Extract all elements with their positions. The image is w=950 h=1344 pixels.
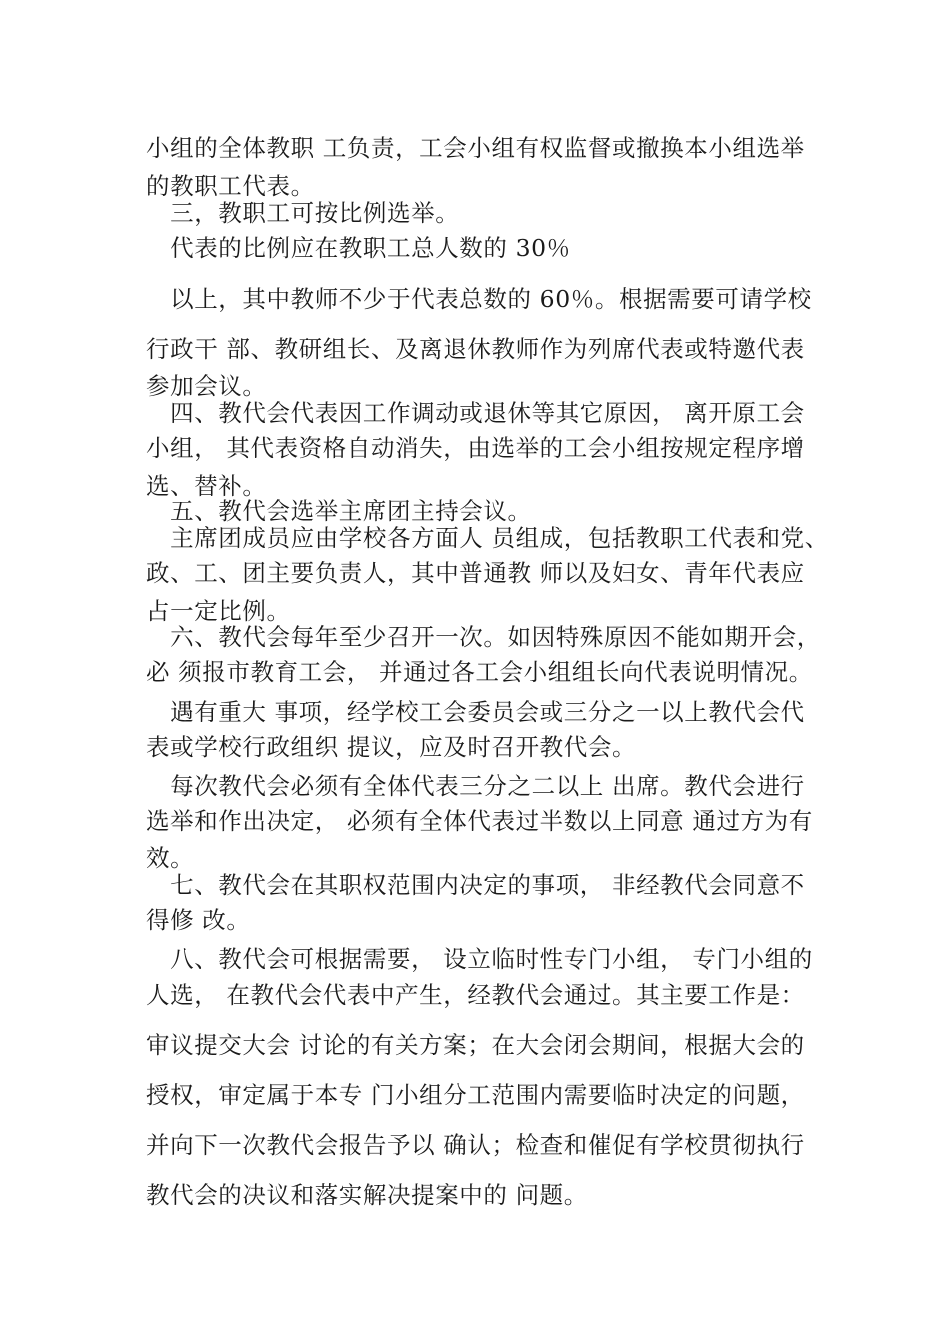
text-line: 小组的全体教职 工负责，工会小组有权监督或撤换本小组选举 xyxy=(146,134,805,162)
text-line: 代表的比例应在教职工总人数的 30％ xyxy=(146,234,571,262)
text-line: 三，教职工可按比例选举。 xyxy=(146,199,460,227)
text-line: 选举和作出决定， 必须有全体代表过半数以上同意 通过方为有 xyxy=(146,807,813,835)
text-line: 行政干 部、教研组长、及离退休教师作为列席代表或特邀代表 xyxy=(146,335,805,363)
text-line: 八、教代会可根据需要， 设立临时性专门小组， 专门小组的 xyxy=(146,945,813,973)
text-line: 授权，审定属于本专 门小组分工范围内需要临时决定的问题， xyxy=(146,1081,805,1109)
text-line: 教代会的决议和落实解决提案中的 问题。 xyxy=(146,1181,588,1209)
text-line: 人选， 在教代会代表中产生，经教代会通过。其主要工作是： xyxy=(146,981,805,1009)
text-line: 遇有重大 事项，经学校工会委员会或三分之一以上教代会代 xyxy=(146,698,805,726)
text-line: 效。 xyxy=(146,844,195,872)
text-line: 小组， 其代表资格自动消失，由选举的工会小组按规定程序增 xyxy=(146,434,805,462)
text-line: 参加会议。 xyxy=(146,372,267,400)
text-line: 得修 改。 xyxy=(146,906,251,934)
text-line: 每次教代会必须有全体代表三分之二以上 出席。教代会进行 xyxy=(146,772,805,800)
text-line: 以上，其中教师不少于代表总数的 60％。根据需要可请学校 xyxy=(146,285,812,313)
text-line: 占一定比例。 xyxy=(146,597,291,625)
text-line: 并向下一次教代会报告予以 确认；检查和催促有学校贯彻执行 xyxy=(146,1131,805,1159)
text-line: 四、教代会代表因工作调动或退休等其它原因， 离开原工会 xyxy=(146,399,805,427)
text-line: 主席团成员应由学校各方面人 员组成，包括教职工代表和党、 xyxy=(146,524,829,552)
text-line: 表或学校行政组织 提议，应及时召开教代会。 xyxy=(146,733,637,761)
text-line: 的教职工代表。 xyxy=(146,172,315,200)
text-line: 五、教代会选举主席团主持会议。 xyxy=(146,497,532,525)
text-line: 选、替补。 xyxy=(146,472,267,500)
text-line: 政、工、团主要负责人，其中普通教 师以及妇女、青年代表应 xyxy=(146,559,805,587)
text-line: 七、教代会在其职权范围内决定的事项， 非经教代会同意不 xyxy=(146,871,805,899)
text-line: 六、教代会每年至少召开一次。如因特殊原因不能如期开会， xyxy=(146,623,821,651)
text-line: 必 须报市教育工会， 并通过各工会小组组长向代表说明情况。 xyxy=(146,658,813,686)
text-line: 审议提交大会 讨论的有关方案；在大会闭会期间，根据大会的 xyxy=(146,1031,805,1059)
